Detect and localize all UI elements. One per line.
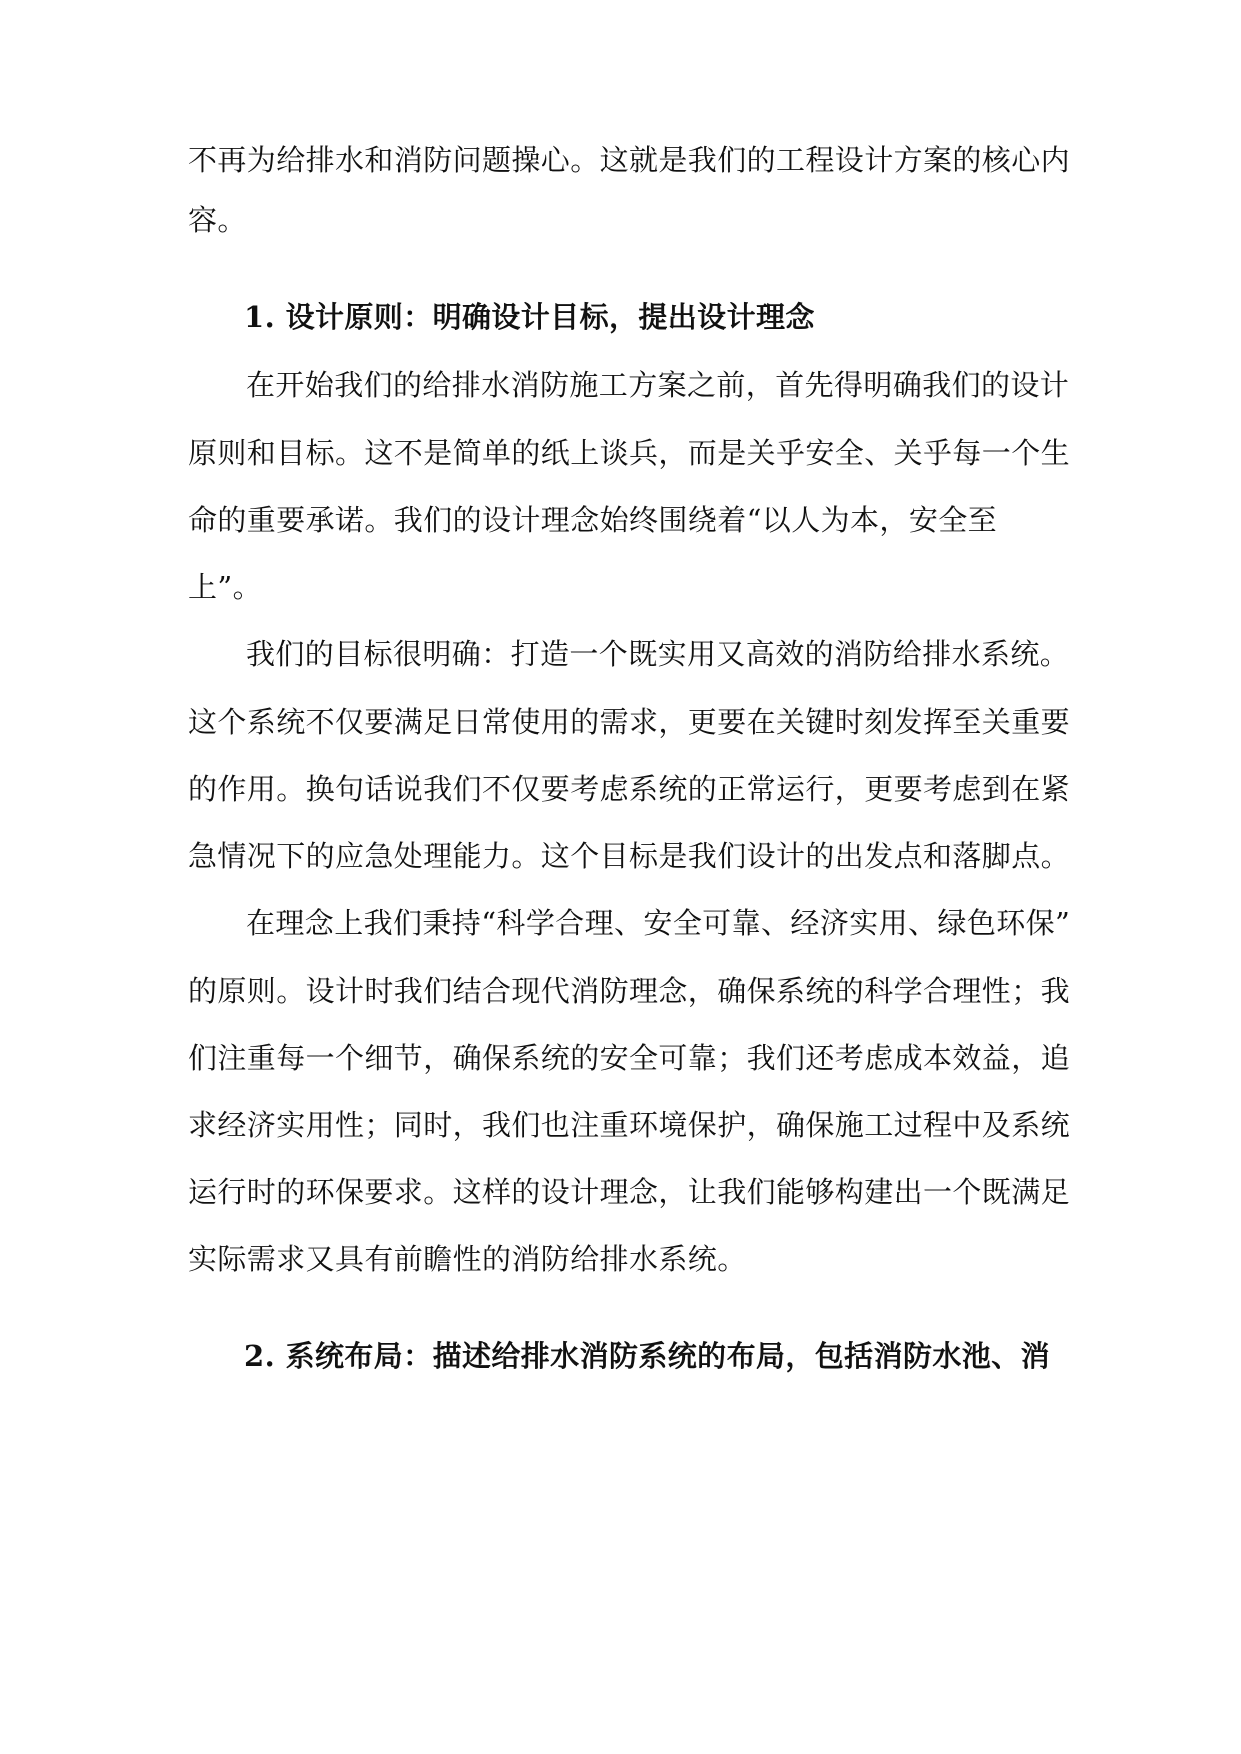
paragraph-line: 命的重要承诺。我们的设计理念始终围绕着“以人为本，安全至 (188, 503, 998, 537)
paragraph-line: 实际需求又具有前瞻性的消防给排水系统。 (188, 1242, 747, 1276)
paragraph-line: 急情况下的应急处理能力。这个目标是我们设计的出发点和落脚点。 (188, 839, 1071, 873)
paragraph-line: 在理念上我们秉持“科学合理、安全可靠、经济实用、绿色环保” (246, 906, 1071, 940)
paragraph-line: 原则和目标。这不是简单的纸上谈兵，而是关乎安全、关乎每一个生 (188, 436, 1071, 470)
paragraph-line: 在开始我们的给排水消防施工方案之前，首先得明确我们的设计 (246, 368, 1070, 402)
paragraph-line: 上”。 (188, 570, 263, 604)
paragraph-line: 我们的目标很明确：打造一个既实用又高效的消防给排水系统。 (246, 637, 1070, 671)
paragraph-line: 不再为给排水和消防问题操心。这就是我们的工程设计方案的核心内 (188, 143, 1071, 177)
paragraph-line: 的作用。换句话说我们不仅要考虑系统的正常运行，更要考虑到在紧 (188, 772, 1071, 806)
section-heading-1: 1. 设计原则：明确设计目标，提出设计理念 (244, 300, 815, 334)
section-heading-2: 2. 系统布局：描述给排水消防系统的布局，包括消防水池、消 (244, 1339, 1050, 1373)
paragraph-line: 运行时的环保要求。这样的设计理念，让我们能够构建出一个既满足 (188, 1175, 1071, 1209)
paragraph-line: 求经济实用性；同时，我们也注重环境保护，确保施工过程中及系统 (188, 1108, 1071, 1142)
paragraph-line: 容。 (188, 203, 247, 237)
paragraph-line: 们注重每一个细节，确保系统的安全可靠；我们还考虑成本效益，追 (188, 1041, 1071, 1075)
paragraph-line: 的原则。设计时我们结合现代消防理念，确保系统的科学合理性；我 (188, 974, 1071, 1008)
paragraph-line: 这个系统不仅要满足日常使用的需求，更要在关键时刻发挥至关重要 (188, 705, 1071, 739)
